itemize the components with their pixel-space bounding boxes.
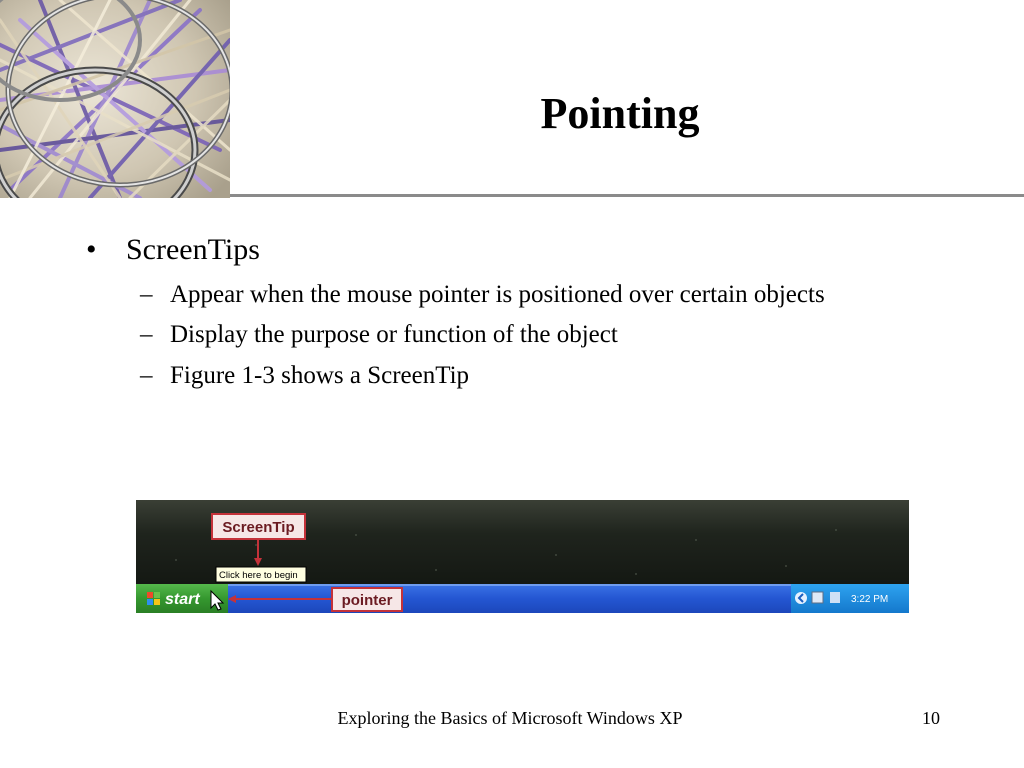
volume-icon[interactable] — [830, 592, 840, 603]
figure-screentip-illustration — [136, 500, 909, 613]
tray-expand-icon[interactable] — [795, 592, 807, 604]
abstract-sculpture-illustration — [0, 0, 230, 198]
sub-marker: – — [140, 281, 153, 308]
bullet-marker: • — [86, 233, 97, 266]
header-divider — [230, 194, 1024, 197]
clock: 3:22 PM — [851, 594, 889, 605]
sub-point — [140, 319, 618, 351]
bullet-screentips — [86, 230, 260, 270]
sub-marker: – — [140, 321, 153, 348]
footer-text: Exploring the Basics of Microsoft Windows XP — [337, 708, 683, 728]
bullet-text: ScreenTips — [126, 233, 260, 266]
screentip-callout-label: ScreenTip — [222, 519, 295, 536]
start-label: start — [165, 591, 200, 608]
sub-point-text: Figure 1-3 shows a ScreenTip — [170, 362, 470, 389]
network-icon[interactable] — [812, 592, 823, 603]
sub-point — [140, 360, 469, 392]
tooltip-text: Click here to begin — [219, 570, 298, 581]
figure-screentip — [136, 500, 909, 613]
page-number: 10 — [922, 708, 940, 728]
slide-title: Pointing — [540, 89, 700, 138]
sub-point-text: Appear when the mouse pointer is positioned over certain objects — [170, 281, 825, 308]
pointer-callout-label: pointer — [341, 592, 393, 609]
sub-marker: – — [140, 362, 153, 389]
sub-point-text: Display the purpose or function of the object — [170, 321, 618, 348]
sub-point — [140, 279, 825, 311]
system-tray — [791, 584, 909, 613]
corner-decorative-image — [0, 0, 230, 198]
